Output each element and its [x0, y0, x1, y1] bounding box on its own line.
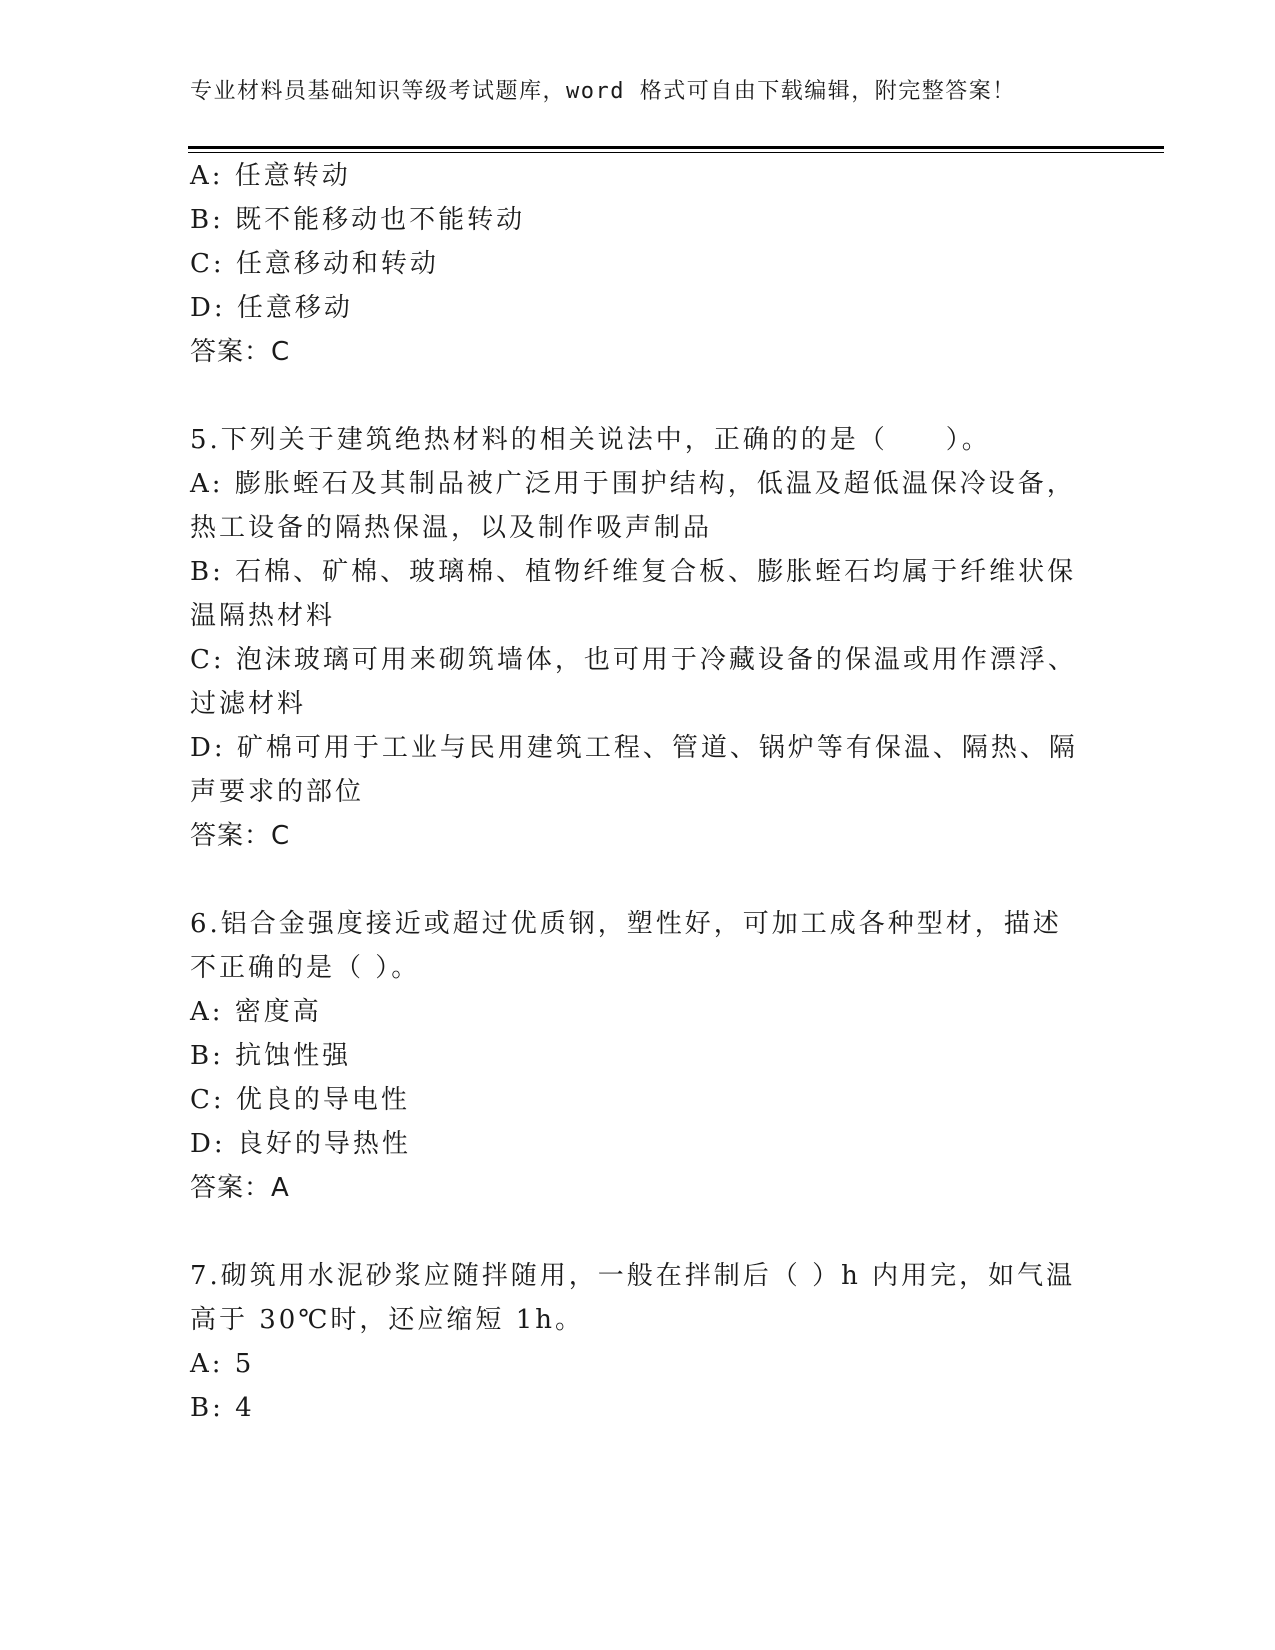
- q6-option-a: A: 密度高: [190, 997, 322, 1027]
- q4-option-a: A: 任意转动: [190, 161, 351, 191]
- q6-option-c: C: 优良的导电性: [190, 1085, 410, 1115]
- q7-option-b: B: 4: [190, 1393, 255, 1423]
- q6-stem-line2: 不正确的是（ ）。: [190, 953, 421, 983]
- q6-stem-line1: 6.铝合金强度接近或超过优质钢，塑性好，可加工成各种型材，描述: [190, 909, 1062, 939]
- q5-option-a-line2: 热工设备的隔热保温，以及制作吸声制品: [190, 513, 713, 543]
- q5-answer: 答案：C: [190, 821, 291, 851]
- q5-option-a-line1: A: 膨胀蛭石及其制品被广泛用于围护结构，低温及超低温保冷设备，: [190, 469, 1076, 499]
- header-rule-thin: [188, 152, 1164, 153]
- q6-option-d: D: 良好的导热性: [190, 1129, 411, 1159]
- q5-option-b-line2: 温隔热材料: [190, 601, 336, 631]
- page-header: 专业材料员基础知识等级考试题库，word 格式可自由下载编辑，附完整答案！: [190, 79, 1016, 104]
- q7-stem-line2: 高于 30℃时，还应缩短 1h。: [190, 1305, 584, 1335]
- q6-answer: 答案：A: [190, 1173, 290, 1203]
- q5-option-c-line1: C: 泡沫玻璃可用来砌筑墙体，也可用于冷藏设备的保温或用作漂浮、: [190, 645, 1077, 675]
- q6-option-b: B: 抗蚀性强: [190, 1041, 352, 1071]
- q7-stem-line1: 7.砌筑用水泥砂浆应随拌随用，一般在拌制后（ ）h 内用完，如气温: [190, 1261, 1076, 1291]
- q5-option-d-line2: 声要求的部位: [190, 777, 365, 807]
- q5-option-c-line2: 过滤材料: [190, 689, 307, 719]
- header-rule-thick: [188, 146, 1164, 149]
- q4-answer: 答案：C: [190, 337, 291, 367]
- q5-option-d-line1: D: 矿棉可用于工业与民用建筑工程、管道、锅炉等有保温、隔热、隔: [190, 733, 1078, 763]
- q4-option-b: B: 既不能移动也不能转动: [190, 205, 526, 235]
- q4-option-d: D: 任意移动: [190, 293, 353, 323]
- q4-option-c: C: 任意移动和转动: [190, 249, 439, 279]
- q5-option-b-line1: B: 石棉、矿棉、玻璃棉、植物纤维复合板、膨胀蛭石均属于纤维状保: [190, 557, 1077, 587]
- q5-stem: 5.下列关于建筑绝热材料的相关说法中，正确的的是（ ）。: [190, 425, 991, 455]
- q7-option-a: A: 5: [190, 1349, 255, 1379]
